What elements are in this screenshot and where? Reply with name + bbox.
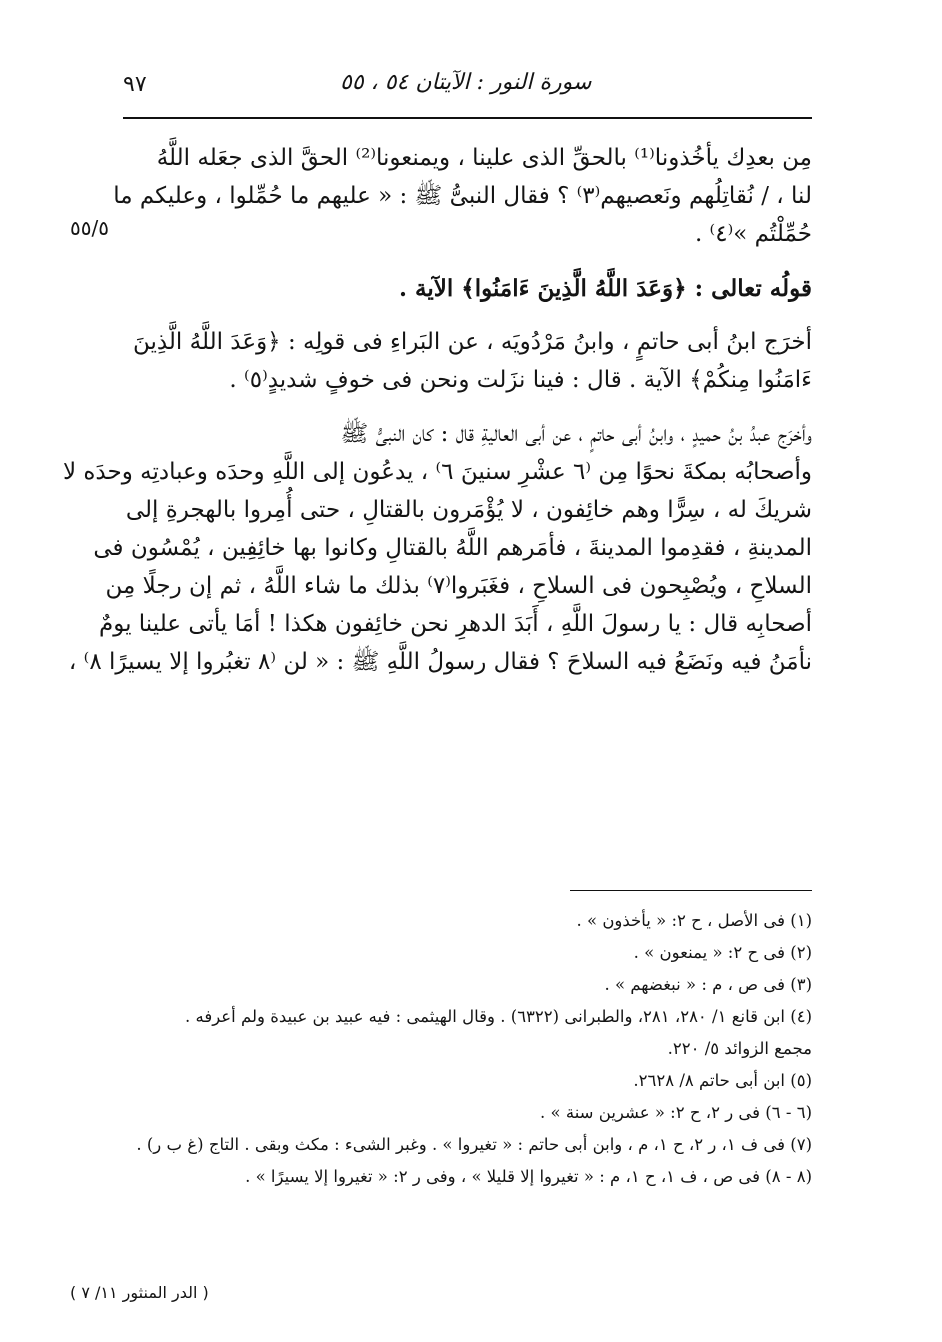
body-line: لنا ، / نُقاتِلُهم ونَعصيهم⁽٣⁾ ؟ فقال النبىُّ ﷺ : « عليهم ما حُمِّلوا ، وعليكم ما — [113, 183, 812, 209]
body-line: وأخرَج عبدُ بنُ حميدٍ ، وابنُ أبى حاتمٍ ، عن أبى العاليةِ قال : كان النبىُّ ﷺ — [340, 421, 812, 447]
body-line: حُمِّلْتُم »⁽٤⁾ . — [694, 221, 812, 247]
footnote: (١) فى الأصل ، ح ٢: « يأخذون » . — [576, 911, 812, 930]
page-number: ٩٧ — [123, 72, 147, 97]
body-line: المدينةِ ، فقدِموا المدينةَ ، فأمَرهم اللَّهُ بالقتالِ وكانوا بها خائِفِين ، يُمْسُون فى — [93, 535, 812, 561]
body-line: وأصحابُه بمكةَ نحوًا مِن ⁽٦ عشْرِ سنينَ ٦⁾ ، يدعُون إلى اللَّهِ وحدَه وعبادتِه وحدَه لا — [62, 459, 812, 485]
body-line: أصحابِه قال : يا رسولَ اللَّهِ ، أَبَدَ الدهرِ نحن خائِفون هكذا ! أمَا يأتى علينا يومٌ — [98, 611, 812, 637]
running-title: سورة النور : الآيتان ٥٤ ، ٥٥ — [340, 70, 592, 95]
footnote: (٨ - ٨) فى ص ، ف ١، ح ١، م : « تغيروا إلا قليلا » ، وفى ر ٢: « تغيروا إلا يسيرًا » . — [245, 1167, 812, 1186]
footnote: (٧) فى ف ١، ر ٢، ح ١، م ، وابن أبى حاتم : « تغيروا » . وغبر الشىء : مكث وبقى . التاج (غ ب ر) . — [136, 1135, 812, 1154]
footnote: (٥) ابن أبى حاتم ٨/ ٢٦٢٨. — [633, 1071, 812, 1090]
footnote: (٢) فى ح ٢: « يمنعون » . — [633, 943, 812, 962]
body-line: أخرَج ابنُ أبى حاتمٍ ، وابنُ مَرْدُويَه ، عن البَراءِ فى قولِه : ﴿وَعَدَ اللَّهُ الَّذِينَ — [132, 329, 812, 355]
body-line: ءَامَنُوا مِنكُمْ﴾ الآية . قال : فينا نزَلت ونحن فى خوفٍ شديدٍ⁽٥⁾ . — [229, 367, 812, 393]
footnotes — [123, 905, 812, 1193]
footnote: مجمع الزوائد ٥/ ٢٢٠. — [667, 1039, 812, 1058]
body-line: شريكَ له ، سِرًّا وهم خائِفون ، لا يُؤْمَرون بالقتالِ ، حتى أُمِروا بالهجرةِ إلى — [125, 497, 812, 523]
book-signature: ( الدر المنثور ١١/ ٧ ) — [70, 1283, 209, 1302]
footnote-rule — [570, 890, 812, 891]
margin-note: ٥٥/٥ — [70, 216, 109, 240]
header-rule — [123, 117, 812, 119]
footnote: (٣) فى ص ، م : « نبغضهم » . — [604, 975, 812, 994]
footnote: (٦ - ٦) فى ر ٢، ح ٢: « عشرين سنة » . — [540, 1103, 812, 1122]
verse-heading: قولُه تعالى : ﴿وَعَدَ اللَّهُ الَّذِينَ ءَامَنُوا﴾ الآية . — [398, 275, 812, 302]
footnote: (٤) ابن قانع ١/ ٢٨٠، ٢٨١، والطبرانى (٦٣٢٢) . وقال الهيثمى : فيه عبيد بن عبيدة ولم أعرفه . — [184, 1007, 812, 1026]
body-line: نأمَنُ فيه ونَضَعُ فيه السلاحَ ؟ فقال رسولُ اللَّهِ ﷺ : « لن ⁽٨ تغبُروا إلا يسيرًا ٨⁾ ، — [68, 649, 812, 675]
body-line: مِن بعدِك يأخُذونا⁽¹⁾ بالحقِّ الذى علينا ، ويمنعونا⁽²⁾ الحقَّ الذى جعَله اللَّهُ — [156, 145, 812, 171]
body-line: السلاحِ ، ويُصْبِحون فى السلاحِ ، فغَبَروا⁽٧⁾ بذلك ما شاء اللَّهُ ، ثم إن رجلًا مِن — [105, 573, 812, 599]
